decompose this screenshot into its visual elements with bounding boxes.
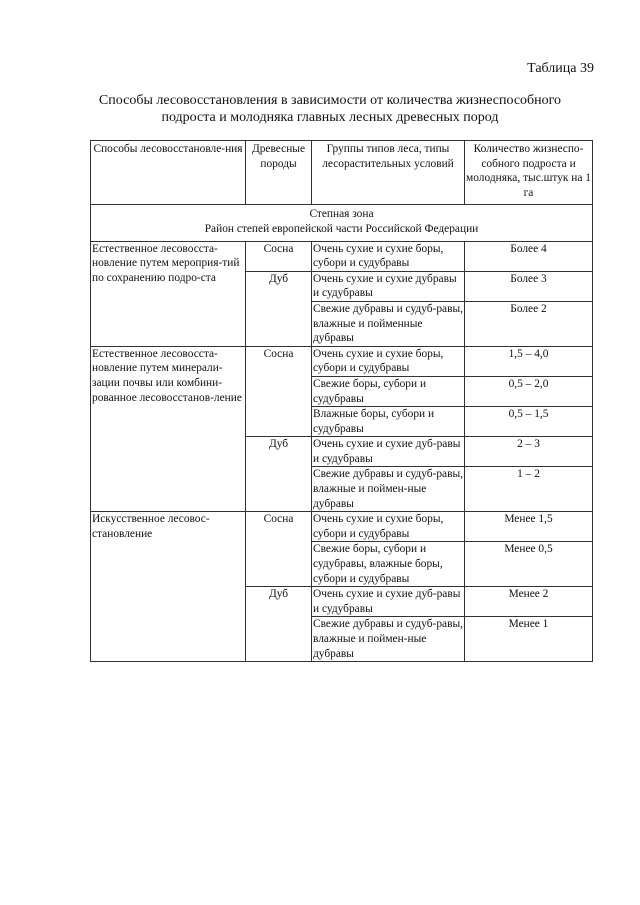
forest-type-cell: Очень сухие и сухие боры, субори и судубравы <box>312 241 465 271</box>
forest-type-cell: Свежие боры, субори и судубравы <box>312 376 465 406</box>
forest-type-cell: Свежие боры, субори и судубравы, влажные боры, субори и судубравы <box>312 542 465 587</box>
species-cell: Дуб <box>246 271 312 346</box>
species-cell: Дуб <box>246 437 312 512</box>
quantity-cell: Менее 2 <box>465 587 593 617</box>
forest-type-cell: Очень сухие и сухие боры, субори и судубравы <box>312 346 465 376</box>
quantity-cell: Более 2 <box>465 301 593 346</box>
quantity-cell: Менее 0,5 <box>465 542 593 587</box>
header-quantity: Количество жизнеспо-собного подроста и молодняка, тыс.штук на 1 га <box>465 141 593 205</box>
header-method: Способы лесовосстановле-ния <box>91 141 246 205</box>
quantity-cell: Более 4 <box>465 241 593 271</box>
quantity-cell: 1 – 2 <box>465 467 593 512</box>
header-forest-types: Группы типов леса, типы лесорастительных условий <box>312 141 465 205</box>
table-row <box>91 346 593 376</box>
zone-cell <box>91 205 593 241</box>
table-row <box>91 512 593 542</box>
table-title-line-2: подроста и молодняка главных лесных древесных пород <box>161 110 499 125</box>
zone-row <box>91 205 593 241</box>
table-title-line-1: Способы лесовосстановления в зависимости от количества жизнеспособного <box>98 93 562 108</box>
quantity-cell: 0,5 – 1,5 <box>465 407 593 437</box>
quantity-cell: Менее 1,5 <box>465 512 593 542</box>
quantity-cell: 2 – 3 <box>465 437 593 467</box>
zone-region: Район степей европейской части Российской Федерации <box>204 222 479 235</box>
forest-type-cell: Влажные боры, субори и судубравы <box>312 407 465 437</box>
quantity-cell: Менее 1 <box>465 617 593 662</box>
species-cell: Дуб <box>246 587 312 662</box>
method-cell: Естественное лесовосста-новление путем минерали-зации почвы или комбини-рованное лесовосстанов-ление <box>91 346 246 512</box>
table-row <box>91 241 593 271</box>
quantity-cell: Более 3 <box>465 271 593 301</box>
species-cell: Сосна <box>246 512 312 587</box>
forest-type-cell: Свежие дубравы и судуб-равы, влажные и пойменные дубравы <box>312 301 465 346</box>
table-number: Таблица 39 <box>527 61 594 76</box>
table-body <box>91 205 593 662</box>
method-cell: Искусственное лесовос-становление <box>91 512 246 662</box>
zone-name: Степная зона <box>309 208 374 221</box>
forest-type-cell: Очень сухие и сухие дуб-равы и судубравы <box>312 587 465 617</box>
forest-type-cell: Очень сухие и сухие дубравы и судубравы <box>312 271 465 301</box>
header-row <box>91 141 593 205</box>
reforestation-methods-table <box>90 140 593 662</box>
species-cell: Сосна <box>246 241 312 271</box>
quantity-cell: 1,5 – 4,0 <box>465 346 593 376</box>
forest-type-cell: Свежие дубравы и судуб-равы, влажные и поймен-ные дубравы <box>312 467 465 512</box>
forest-type-cell: Свежие дубравы и судуб-равы, влажные и поймен-ные дубравы <box>312 617 465 662</box>
forest-type-cell: Очень сухие и сухие боры, субори и судубравы <box>312 512 465 542</box>
forest-type-cell: Очень сухие и сухие дуб-равы и судубравы <box>312 437 465 467</box>
header-species: Древесные породы <box>246 141 312 205</box>
table-title <box>80 92 580 126</box>
quantity-cell: 0,5 – 2,0 <box>465 376 593 406</box>
method-cell: Естественное лесовосста-новление путем мероприя-тий по сохранению подро-ста <box>91 241 246 346</box>
species-cell: Сосна <box>246 346 312 437</box>
